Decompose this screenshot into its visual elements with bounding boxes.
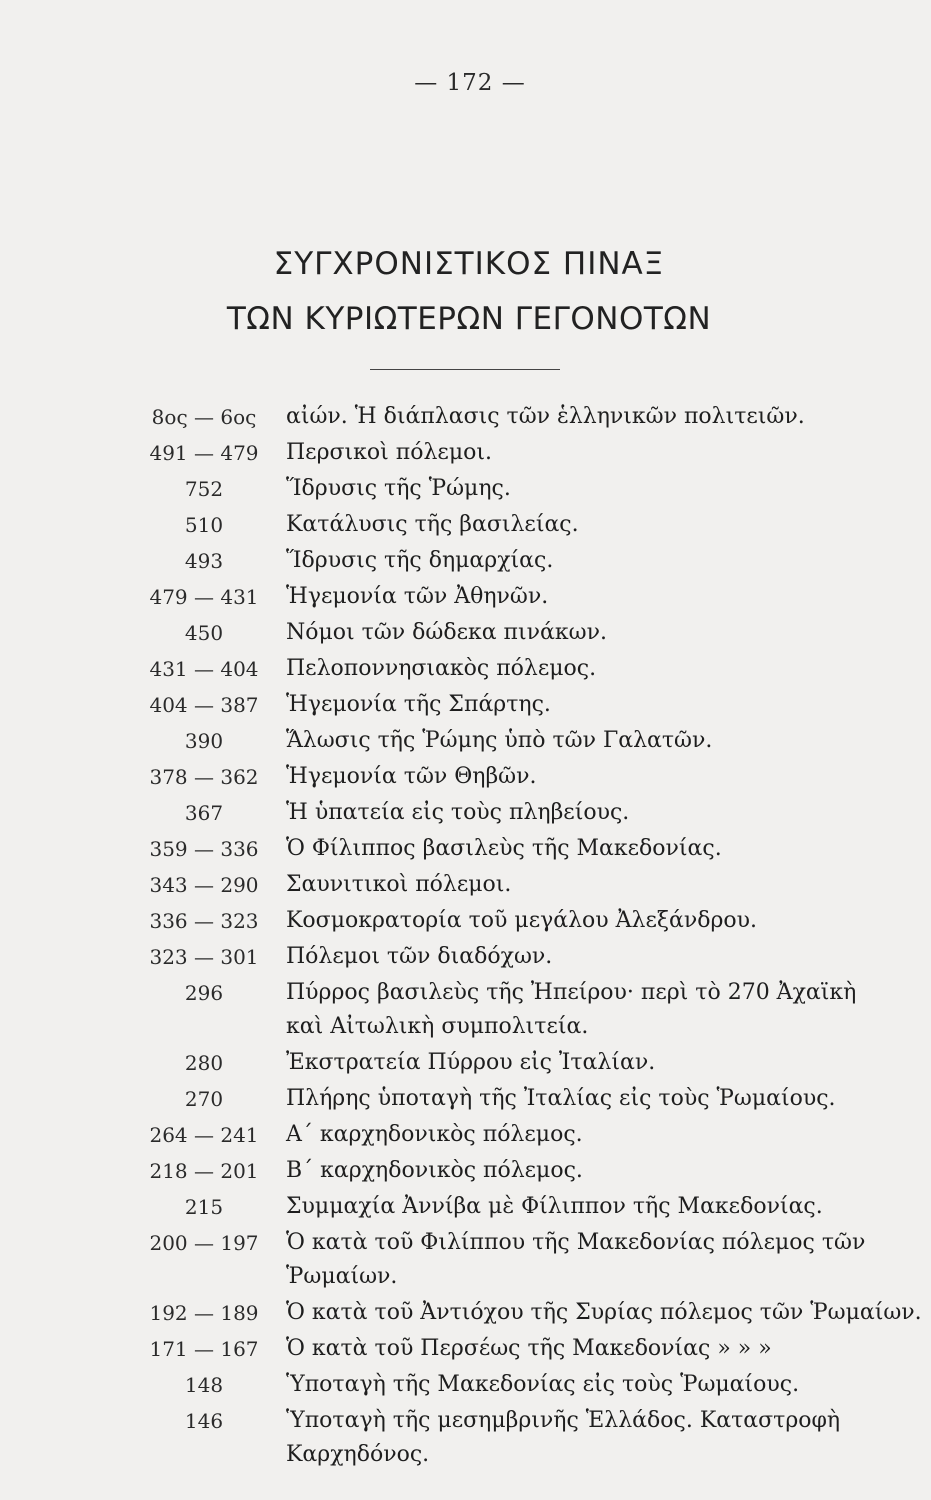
row-event: Πλήρης ὑποταγὴ τῆς Ἰταλίας εἰς τοὺς Ῥωμαίους. xyxy=(286,1086,836,1111)
row-event: Σαυνιτικοὶ πόλεμοι. xyxy=(286,872,512,897)
row-event: Α΄ καρχηδονικὸς πόλεμος. xyxy=(286,1122,583,1147)
row-event: Ἵδρυσις τῆς Ῥώμης. xyxy=(286,476,511,501)
row-event-continuation: Ῥωμαίων. xyxy=(286,1264,398,1289)
row-event: Κατάλυσις τῆς βασιλείας. xyxy=(286,512,579,537)
row-event: Β΄ καρχηδονικὸς πόλεμος. xyxy=(286,1158,583,1183)
row-event-continuation: καὶ Αἰτωλικὴ συμπολιτεία. xyxy=(286,1014,589,1039)
row-event: Περσικοὶ πόλεμοι. xyxy=(286,440,492,465)
row-event: Κοσμοκρατορία τοῦ μεγάλου Ἀλεξάνδρου. xyxy=(286,908,758,933)
chronology-row xyxy=(0,760,931,794)
row-date: 493 xyxy=(184,549,224,573)
chronology-row xyxy=(0,400,931,434)
row-event: Νόμοι τῶν δώδεκα πινάκων. xyxy=(286,620,607,645)
chronology-row xyxy=(0,1190,931,1224)
row-date: 450 xyxy=(184,621,224,645)
chronology-row xyxy=(0,688,931,722)
row-date: 367 xyxy=(184,801,224,825)
chronology-row xyxy=(0,1154,931,1188)
chronology-row xyxy=(0,796,931,830)
row-date: 510 xyxy=(184,513,224,537)
chronology-row xyxy=(0,940,931,974)
row-date: 336 — 323 xyxy=(149,909,259,933)
chronology-row xyxy=(0,652,931,686)
chronology-row xyxy=(0,832,931,866)
chronology-row xyxy=(0,1368,931,1402)
row-date: 431 — 404 xyxy=(149,657,259,681)
chronology-row xyxy=(0,436,931,470)
chronology-row xyxy=(0,616,931,650)
row-date: 192 — 189 xyxy=(149,1301,259,1325)
chronology-row xyxy=(0,1046,931,1080)
chronology-row xyxy=(0,1296,931,1330)
row-date: 343 — 290 xyxy=(149,873,259,897)
chronology-row xyxy=(0,580,931,614)
chronology-row xyxy=(0,724,931,758)
row-event: Ἅλωσις τῆς Ῥώμης ὑπὸ τῶν Γαλατῶν. xyxy=(286,728,713,753)
row-event: Ὁ κατὰ τοῦ Ἀντιόχου τῆς Συρίας πόλεμος τῶν Ῥωμαίων. xyxy=(286,1300,922,1325)
row-event: αἰών. Ἡ διάπλασις τῶν ἑλληνικῶν πολιτειῶν. xyxy=(286,404,805,429)
row-event: Ὁ κατὰ τοῦ Περσέως τῆς Μακεδονίας » » » xyxy=(286,1336,772,1361)
row-date: 359 — 336 xyxy=(149,837,259,861)
row-event: Ἐκστρατεία Πύρρου εἰς Ἰταλίαν. xyxy=(286,1050,656,1075)
row-event: Ὑποταγὴ τῆς Μακεδονίας εἰς τοὺς Ῥωμαίους. xyxy=(286,1372,800,1397)
row-event: Ἡγεμονία τῶν Ἀθηνῶν. xyxy=(286,584,549,609)
row-event: Συμμαχία Ἀννίβα μὲ Φίλιππον τῆς Μακεδονίας. xyxy=(286,1194,823,1219)
chronology-row xyxy=(0,1226,931,1289)
row-date: 296 xyxy=(184,981,224,1005)
row-date: 171 — 167 xyxy=(149,1337,259,1361)
row-event: Πόλεμοι τῶν διαδόχων. xyxy=(286,944,553,969)
row-event: Ἡγεμονία τῶν Θηβῶν. xyxy=(286,764,537,789)
chronology-row xyxy=(0,904,931,938)
row-event: Ἡγεμονία τῆς Σπάρτης. xyxy=(286,692,551,717)
row-event: Ἵδρυσις τῆς δημαρχίας. xyxy=(286,548,554,573)
row-event-continuation: Καρχηδόνος. xyxy=(286,1442,430,1467)
chronology-row xyxy=(0,868,931,902)
row-date: 264 — 241 xyxy=(149,1123,259,1147)
row-date: 8ος — 6ος xyxy=(151,405,257,429)
row-date: 218 — 201 xyxy=(149,1159,259,1183)
page-number: — 172 — xyxy=(414,70,526,96)
row-event: Πύρρος βασιλεὺς τῆς Ἠπείρου· περὶ τὸ 270 Ἀχαϊκὴ xyxy=(286,980,857,1005)
row-date: 323 — 301 xyxy=(149,945,259,969)
chronology-row xyxy=(0,1082,931,1116)
row-event: Ἡ ὑπατεία εἰς τοὺς πληβείους. xyxy=(286,800,630,825)
heading-line-2: ΤΩΝ ΚΥΡΙΩΤΕΡΩΝ ΓΕΓΟΝΟΤΩΝ xyxy=(226,301,712,337)
chronology-row xyxy=(0,472,931,506)
chronology-row xyxy=(0,1404,931,1467)
heading-divider xyxy=(370,369,560,370)
row-date: 200 — 197 xyxy=(149,1231,259,1255)
row-date: 404 — 387 xyxy=(149,693,259,717)
row-date: 280 xyxy=(184,1051,224,1075)
chronology-row xyxy=(0,1332,931,1366)
row-date: 479 — 431 xyxy=(149,585,259,609)
row-event: Ὁ κατὰ τοῦ Φιλίππου τῆς Μακεδονίας πόλεμος τῶν xyxy=(286,1230,866,1255)
row-event: Ὑποταγὴ τῆς μεσημβρινῆς Ἑλλάδος. Καταστροφὴ xyxy=(286,1408,841,1433)
row-event: Πελοποννησιακὸς πόλεμος. xyxy=(286,656,597,681)
row-date: 752 xyxy=(184,477,224,501)
chronology-row xyxy=(0,508,931,542)
row-date: 378 — 362 xyxy=(149,765,259,789)
chronology-row xyxy=(0,1118,931,1152)
chronology-row xyxy=(0,544,931,578)
row-date: 491 — 479 xyxy=(149,441,259,465)
heading-line-1: ΣΥΓΧΡΟΝΙΣΤΙΚΟΣ ΠΙΝΑΞ xyxy=(273,246,665,282)
row-date: 146 xyxy=(184,1409,224,1433)
row-date: 270 xyxy=(184,1087,224,1111)
row-event: Ὁ Φίλιππος βασιλεὺς τῆς Μακεδονίας. xyxy=(286,836,722,861)
row-date: 148 xyxy=(184,1373,224,1397)
row-date: 390 xyxy=(184,729,224,753)
chronology-row xyxy=(0,976,931,1039)
row-date: 215 xyxy=(184,1195,224,1219)
